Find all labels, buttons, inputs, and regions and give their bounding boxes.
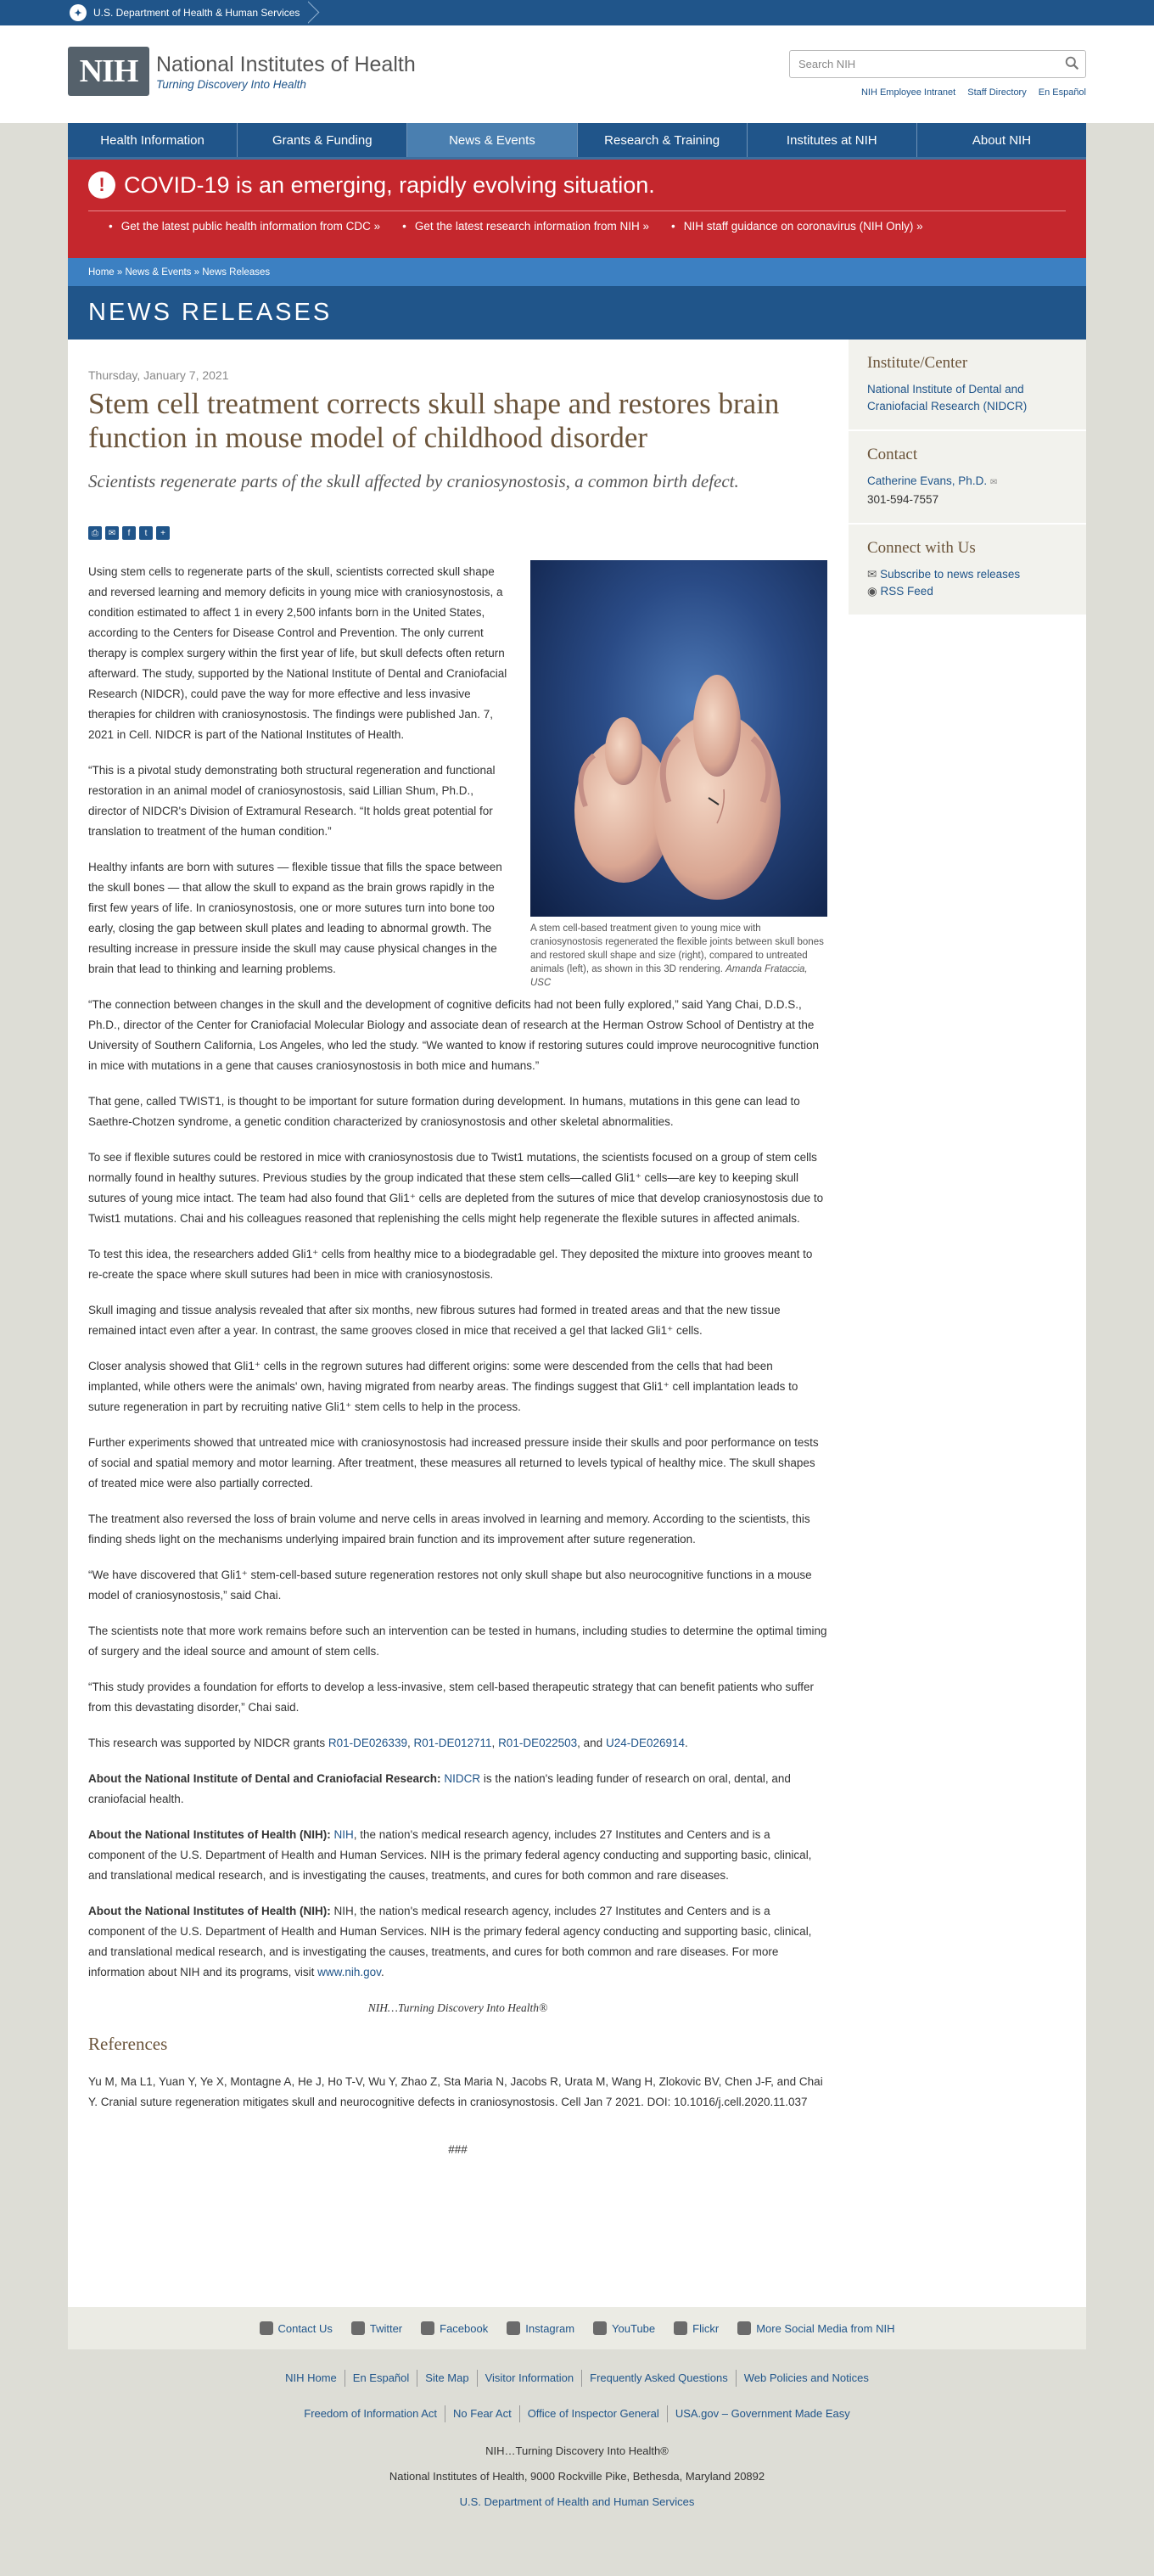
paragraph: “This is a pivotal study demonstrating both structural regeneration and functional restoration in an animal model of craniosynostosis, said Lillian Shum, Ph.D., director of NIDCR's Division of Extramural Research. “It holds great potential for translation to treatment of the human condition.” — [88, 764, 496, 838]
covid-divider — [88, 210, 1066, 211]
references-heading: References — [88, 2034, 168, 2054]
end-mark: ### — [448, 2143, 468, 2156]
paragraph: To see if flexible sutures could be restored in mice with craniosynostosis due to Twist1 mutations, the scientists focused on a group of stem cells normally found in healthy sutures. Previous studies by the group indicated that these stem cells—called Gli1⁺ cells—are key to keeping skull sutures of young mice intact. The team had also found that Gli1⁺ cells are depleted from the sutures of mice that develop craniosynostosis due to Twist1 mutations. Chai and his colleagues reasoned that replenishing the cells might help regenerate the flexible sutures in affected animals. — [88, 1151, 824, 1225]
chevron-right-icon — [308, 0, 320, 25]
site-title: National Institutes of Health — [156, 52, 416, 76]
paragraph: Closer analysis showed that Gli1⁺ cells in the regrown sutures had different origins: some were descended from the cells that had been implanted, while others were the animals' own, having migrated from nearby areas. The findings suggest that Gli1⁺ cell implantation leads to suture regeneration in part by recruiting native Gli1⁺ stem cells to help in the process. — [88, 1360, 798, 1413]
about-nih-2-text: NIH, the nation's medical research agency, includes 27 Institutes and Centers and is a component of the U.S. Department of Health and Human Services. NIH is the primary federal agency conducting and supporting basic, clinical, and translational medical research, and is investigating the causes, treatments, and cures for both common and rare diseases. For more information about NIH and its programs, visit — [88, 1905, 812, 1978]
contact-phone: 301-594-7557 — [867, 493, 939, 506]
article-figure — [530, 560, 827, 990]
email-icon[interactable]: ✉ — [105, 526, 119, 540]
breadcrumb[interactable]: Home » News & Events » News Releases — [68, 258, 1086, 286]
nih-logo[interactable] — [68, 47, 416, 96]
share-toolbar — [88, 526, 827, 540]
phone-icon — [260, 2321, 273, 2335]
nav-health-information[interactable]: Health Information — [68, 123, 238, 157]
footer-link[interactable]: No Fear Act — [445, 2405, 520, 2422]
paragraph: “This study provides a foundation for efforts to develop a less-invasive, stem cell-based therapeutic strategy that can benefit patients who suffer from this devastating disorder,” Chai said. — [88, 1681, 814, 1714]
cdc-link[interactable]: Get the latest public health information from CDC » — [120, 220, 381, 233]
article-date: Thursday, January 7, 2021 — [88, 368, 229, 382]
rss-link[interactable]: RSS Feed — [880, 585, 933, 598]
about-nih — [88, 1825, 827, 1886]
grant-link[interactable]: U24-DE026914 — [605, 1737, 686, 1749]
reference-entry: Yu M, Ma L1, Yuan Y, Ye X, Montagne A, He J, Ho T-V, Wu Y, Zhao Z, Sta Maria N, Jacobs R, Urata M, Wang H, Zlokovic BV, Chen J-F, and Chai Y. Cranial suture regeneration mitigates skull and neurocognitive defects in craniosynostosis. Cell Jan 7 2021. DOI: 10.1016/j.cell.2020.11.037 — [88, 2075, 823, 2108]
page-container — [68, 123, 1086, 2349]
rss-icon: ◉ — [867, 585, 877, 598]
flickr-icon — [674, 2321, 687, 2335]
contact-name-link[interactable]: Catherine Evans, Ph.D. — [867, 474, 988, 487]
nidcr-institute-link[interactable]: National Institute of Dental and Craniofacial Research (NIDCR) — [867, 383, 1028, 412]
nih-tagline: NIH…Turning Discovery Into Health® — [367, 2001, 548, 2014]
flickr-link[interactable]: Flickr — [692, 2321, 720, 2335]
footer-links-row-1 — [0, 2370, 1154, 2387]
more-social-link[interactable]: More Social Media from NIH — [756, 2321, 895, 2335]
search-input[interactable] — [789, 50, 1086, 78]
footer-link[interactable]: Visitor Information — [478, 2370, 583, 2387]
article-body — [88, 562, 827, 2156]
footer-link[interactable]: USA.gov – Government Made Easy — [675, 2407, 850, 2420]
nav-news-events[interactable]: News & Events — [407, 123, 577, 157]
facebook-icon[interactable]: f — [122, 526, 136, 540]
search-placeholder: Search NIH — [798, 58, 856, 70]
paragraph: The treatment also reversed the loss of brain volume and nerve cells in areas involved in learning and memory. According to the scientists, this finding sheds light on the mechanisms underlying impaired brain function and its improvement after suture regeneration. — [88, 1512, 810, 1546]
covid-title: COVID-19 is an emerging, rapidly evolving situation. — [124, 171, 655, 198]
grants-and: and — [583, 1737, 603, 1749]
alert-icon: ! — [88, 171, 115, 199]
contact-heading: Contact — [867, 446, 918, 463]
nih-gov-link[interactable]: www.nih.gov — [317, 1966, 381, 1978]
page-banner-title: NEWS RELEASES — [68, 286, 1086, 340]
nav-about-nih[interactable]: About NIH — [972, 132, 1032, 148]
twitter-link[interactable]: Twitter — [369, 2321, 403, 2335]
footer-link[interactable]: Site Map — [417, 2370, 477, 2387]
paragraph: That gene, called TWIST1, is thought to be important for suture formation during development. In humans, mutations in this gene can lead to Saethre-Chotzen syndrome, a genetic condition characterized by craniosynostosis and other skeletal abnormalities. — [88, 1095, 800, 1128]
connect-heading: Connect with Us — [867, 539, 976, 557]
skull-rendering-svg — [530, 560, 827, 917]
print-icon[interactable]: ⎙ — [88, 526, 102, 540]
footer-link[interactable]: Freedom of Information Act — [296, 2405, 445, 2422]
utility-links — [861, 87, 1086, 98]
en-espanol-link[interactable]: En Español — [1038, 87, 1086, 98]
contact-us-link[interactable]: Contact Us — [277, 2321, 333, 2335]
footer-hhs-link[interactable]: U.S. Department of Health and Human Services — [459, 2495, 695, 2508]
article — [88, 368, 827, 2156]
hhs-link[interactable]: U.S. Department of Health & Human Services — [93, 7, 300, 19]
email-icon: ✉ — [867, 568, 877, 581]
footer-link[interactable]: En Español — [345, 2370, 418, 2387]
twitter-icon[interactable]: t — [139, 526, 153, 540]
paragraph: “The connection between changes in the skull and the development of cognitive deficits had not been fully explored,” said Yang Chai, D.D.S., Ph.D., director of the Center for Craniofacial Molecular Biology and associate dean of research at the Herman Ostrow School of Dentistry at the University of Southern California, Los Angeles, who led the study. “We wanted to know if restoring sutures could improve neurocognitive function in mice with mutations in a gene that causes craniosynostosis in both mice and humans.” — [88, 998, 819, 1072]
site-footer — [0, 2370, 1154, 2511]
subscribe-link[interactable]: Subscribe to news releases — [880, 568, 1021, 581]
hhs-eagle-icon: ✦ — [70, 4, 87, 21]
skull-rendering-image — [530, 560, 827, 917]
nav-research-training[interactable]: Research & Training — [578, 123, 748, 157]
institute-heading: Institute/Center — [867, 354, 968, 372]
figure-caption — [530, 922, 827, 990]
share-icon — [737, 2321, 751, 2335]
nih-logo-box: NIH — [68, 47, 149, 96]
footer-address: National Institutes of Health, 9000 Rockville Pike, Bethesda, Maryland 20892 — [389, 2470, 765, 2483]
staff-directory-link[interactable]: Staff Directory — [967, 87, 1027, 98]
nav-institutes[interactable]: Institutes at NIH — [748, 123, 917, 157]
figure-caption-text: A stem cell-based treatment given to young mice with craniosynostosis regenerated the flexible joints between skull bones and restored skull shape and size (right), compared to untreated animals (left), as shown in this 3D rendering. — [530, 923, 824, 974]
social-bar — [68, 2307, 1086, 2349]
about-nih-2: About the National Institutes of Health (NIH): NIH, the nation's medical research agency, includes 27 Institutes and Centers and is a component of the U.S. Department of Health and Human Services. NIH is the primary federal agency conducting and supporting basic, clinical, and translational medical research, and is investigating the causes, treatments, and cures for both common and rare diseases. For more information about NIH and its programs, visit www.nih.gov. — [88, 1905, 812, 1978]
site-tagline: Turning Discovery Into Health — [156, 77, 306, 91]
article-subtitle: Scientists regenerate parts of the skull affected by craniosynostosis, a common birth defect. — [88, 471, 739, 491]
email-icon: ✉ — [989, 478, 998, 487]
instagram-link[interactable]: Instagram — [525, 2321, 575, 2335]
grants-prefix: This research was supported by NIDCR grants — [88, 1737, 326, 1749]
nidcr-link[interactable]: NIDCR — [444, 1772, 481, 1785]
about-nih-text: , the nation's medical research agency, includes 27 Institutes and Centers and is a component of the U.S. Department of Health and Human Services. NIH is the primary federal agency conducting and supporting basic, clinical, and translational medical research, and is investigating the causes, treatments, and cures for both common and rare diseases. — [88, 1828, 812, 1882]
about-nih-2-label: About the National Institutes of Health (NIH): — [88, 1905, 331, 1917]
covid-alert — [68, 160, 1086, 258]
paragraph: “We have discovered that Gli1⁺ stem-cell-based suture regeneration restores not only skull shape but also neurocognitive functions in a mouse model of craniosynostosis,” said Chai. — [88, 1569, 812, 1602]
grant-link[interactable]: R01-DE026339 — [328, 1737, 407, 1749]
main-nav — [68, 123, 1086, 157]
employee-intranet-link[interactable]: NIH Employee Intranet — [860, 87, 956, 98]
grant-link[interactable]: R01-DE012711 — [413, 1737, 492, 1749]
paragraph: The scientists note that more work remains before such an intervention can be tested in humans, including studies to determine the optimal timing of surgery and the ideal source and amount of stem cells. — [88, 1625, 827, 1658]
staff-guidance-link[interactable]: NIH staff guidance on coronavirus (NIH Only) » — [683, 220, 923, 233]
footer-link[interactable]: NIH Home — [277, 2370, 345, 2387]
grant-link[interactable]: R01-DE022503 — [498, 1737, 578, 1749]
about-nidcr-label: About the National Institute of Dental and Craniofacial Research: — [88, 1772, 441, 1785]
footer-link[interactable]: Frequently Asked Questions — [582, 2370, 737, 2387]
footer-links-row-2 — [0, 2405, 1154, 2422]
twitter-icon — [351, 2321, 365, 2335]
youtube-link[interactable]: YouTube — [612, 2321, 656, 2335]
paragraph: Healthy infants are born with sutures — flexible tissue that fills the space between the skull bones — that allow the skull to expand as the brain grows rapidly in the first few years of life. In craniosynostosis, one or more sutures turn into bone too early, closing the gap between skull plates and leading to abnormal growth. The resulting increase in pressure inside the skull may cause physical changes in the brain that lead to thinking and learning problems. — [88, 861, 502, 975]
about-nih-label: About the National Institutes of Health (NIH): — [88, 1828, 331, 1841]
grants-paragraph: This research was supported by NIDCR grants R01-DE026339, R01-DE012711, R01-DE022503, and U24-DE026914. — [88, 1737, 688, 1749]
sidebar — [849, 340, 1086, 615]
about-nidcr — [88, 1769, 827, 1810]
footer-link[interactable]: Web Policies and Notices — [743, 2371, 869, 2384]
facebook-icon — [421, 2321, 434, 2335]
figure-credit: Amanda Frataccia, USC — [530, 964, 808, 988]
nih-research-link[interactable]: Get the latest research information from NIH » — [414, 220, 649, 233]
youtube-icon — [593, 2321, 607, 2335]
about-nidcr-text: is the nation's leading funder of research on oral, dental, and craniofacial health. — [88, 1772, 791, 1805]
footer-link[interactable]: Office of Inspector General — [520, 2405, 668, 2422]
paragraph: Skull imaging and tissue analysis revealed that after six months, new fibrous sutures had formed in treated areas and that the new tissue remained intact even after a year. In contrast, the same grooves closed in mice that received a gel that lacked Gli1⁺ cells. — [88, 1304, 781, 1337]
footer-tagline: NIH…Turning Discovery Into Health® — [485, 2444, 669, 2457]
paragraph: Further experiments showed that untreated mice with craniosynostosis had increased pressure inside their skulls and poor performance on tests of social and spatial memory and motor learning. After treatment, these measures all returned to levels typical of healthy mice. The skull shapes of treated mice were also partially corrected. — [88, 1436, 819, 1490]
paragraph: Using stem cells to regenerate parts of the skull, scientists corrected skull shape and reversed learning and memory deficits in young mice with craniosynostosis, a condition estimated to affect 1 in every 2,500 infants born in the United States, according to the Centers for Disease Control and Prevention. The only current therapy is complex surgery within the first year of life, but skull defects often return afterward. The study, supported by the National Institute of Dental and Craniofacial Research (NIDCR), could pave the way for more effective and less invasive therapies for children with craniosynostosis. The findings were published Jan. 7, 2021 in Cell. NIDCR is part of the National Institutes of Health. — [88, 565, 507, 741]
hhs-topbar — [0, 0, 1154, 25]
search-icon[interactable] — [1065, 56, 1079, 70]
plus-icon[interactable]: + — [156, 526, 170, 540]
site-header — [0, 25, 1154, 123]
nih-link[interactable]: NIH — [333, 1828, 354, 1841]
facebook-link[interactable]: Facebook — [440, 2321, 489, 2335]
nav-grants-funding[interactable]: Grants & Funding — [238, 123, 407, 157]
instagram-icon — [507, 2321, 520, 2335]
article-title: Stem cell treatment corrects skull shape and restores brain function in mouse model of childhood disorder — [88, 387, 780, 454]
main-content — [68, 340, 1086, 2307]
paragraph: To test this idea, the researchers added Gli1⁺ cells from healthy mice to a biodegradable gel. They deposited the mixture into grooves meant to re-create the space where skull sutures had been in mice with craniosynostosis. — [88, 1248, 813, 1281]
